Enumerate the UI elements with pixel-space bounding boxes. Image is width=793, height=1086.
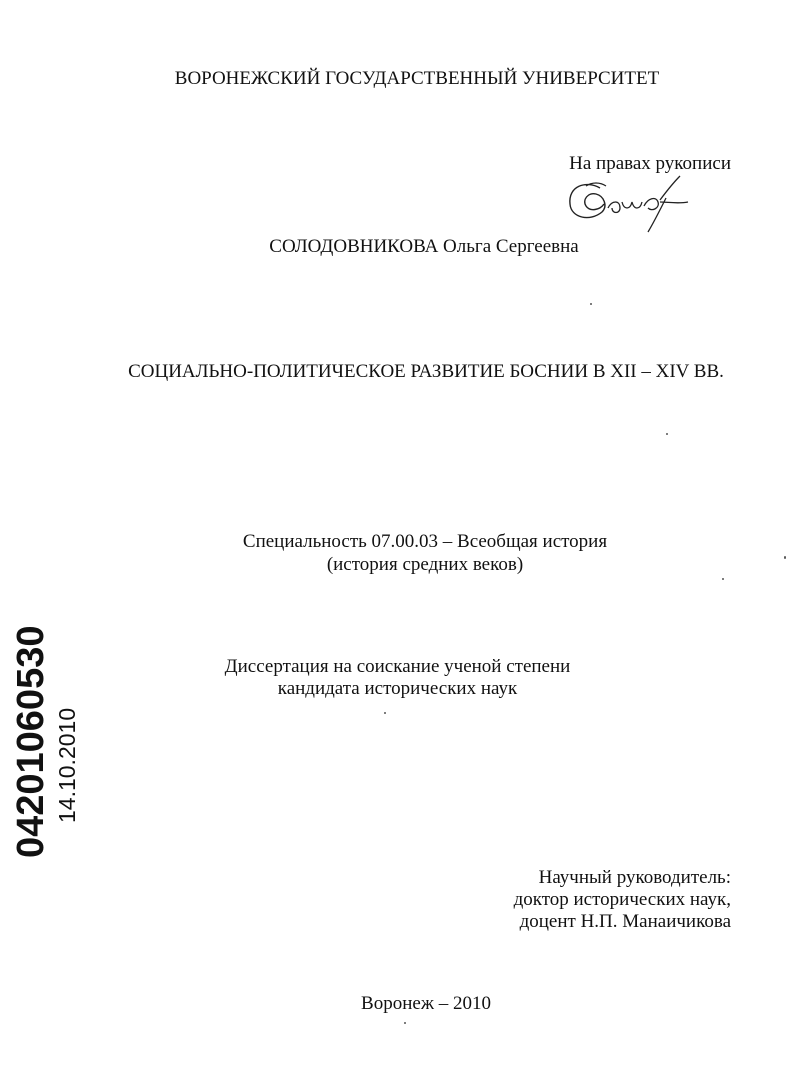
city-year: Воронеж – 2010 — [361, 993, 491, 1014]
supervisor-degree: доктор исторических наук, — [513, 889, 731, 910]
author-signature — [556, 172, 696, 234]
supervisor-name: доцент Н.П. Манаичикова — [519, 911, 731, 932]
specialty-line: Специальность 07.00.03 – Всеобщая история — [242, 531, 608, 552]
dissertation-title: СОЦИАЛЬНО-ПОЛИТИЧЕСКОЕ РАЗВИТИЕ БОСНИИ В XII – XIV ВВ. — [128, 361, 724, 382]
library-stamp-date: 14.10.2010 — [54, 707, 80, 823]
scan-speck — [404, 1022, 406, 1024]
degree-line: Диссертация на соискание ученой степени — [224, 656, 571, 677]
university-name: ВОРОНЕЖСКИЙ ГОСУДАРСТВЕННЫЙ УНИВЕРСИТЕТ — [174, 68, 660, 89]
scan-speck — [666, 433, 668, 435]
author-name: СОЛОДОВНИКОВА Ольга Сергеевна — [269, 236, 579, 257]
degree-subline: кандидата исторических наук — [277, 678, 518, 699]
scan-speck — [784, 556, 786, 559]
supervisor-label: Научный руководитель: — [538, 867, 731, 888]
library-stamp-number: 04201060530 — [10, 625, 52, 858]
scan-speck — [590, 303, 592, 305]
scan-speck — [384, 712, 386, 714]
scan-speck — [722, 578, 724, 580]
manuscript-rights-note: На правах рукописи — [569, 153, 731, 174]
specialty-subline: (история средних веков) — [326, 554, 524, 575]
